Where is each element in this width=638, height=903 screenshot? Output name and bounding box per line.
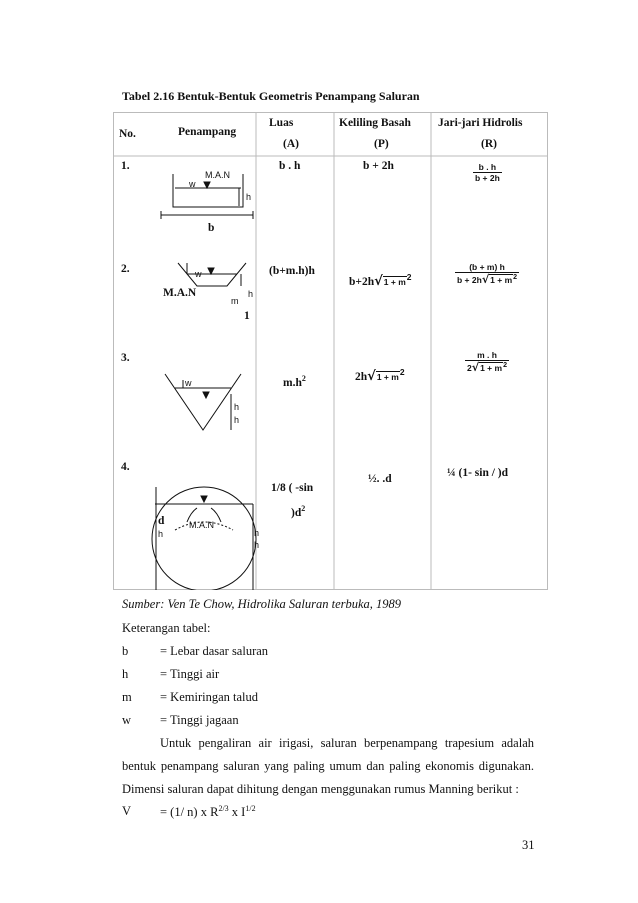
row3-jari-den-rad: 1 + m <box>480 363 503 373</box>
row3-keliling: $2h√1 + m^2$ <box>355 367 405 384</box>
def-desc-m: = Kemiringan talud <box>160 690 258 704</box>
row1-jari-num: b . h <box>473 162 502 173</box>
row3-h1-label: h <box>234 402 240 412</box>
geometry-table <box>113 112 548 590</box>
row2-h-label: h <box>248 289 254 299</box>
row4-no: 4. <box>121 461 130 473</box>
row3-h2-label: h <box>234 415 240 425</box>
row4-luas-exp: 2 <box>301 504 306 513</box>
row4-luas-line1: 1/8 ( -sin <box>271 482 314 494</box>
row3-jari-den: $2√1 + m^2$ <box>467 361 507 374</box>
trapezoid-channel-diagram <box>178 263 246 286</box>
row4-man-label: M.A.N <box>189 520 215 530</box>
row2-jari-den-rad: 1 + m <box>490 275 513 285</box>
row4-h-right2-label: h <box>254 540 260 550</box>
row3-keliling-exp: 2 <box>399 367 405 377</box>
row2-w-label: w <box>195 269 202 279</box>
row3-luas <box>283 374 306 389</box>
row1-luas: b . h <box>279 160 301 172</box>
def-term-m: m <box>122 690 132 704</box>
row3-jari-num: m . h <box>465 350 509 361</box>
row2-luas: (b+m.h)h <box>269 265 315 277</box>
source-note: Sumber: Ven Te Chow, Hidrolika Saluran terbuka, 1989 <box>122 597 402 611</box>
header-penampang: Penampang <box>178 126 237 138</box>
manning-r-exp: 2/3 <box>218 804 229 813</box>
row2-jari-num: (b + m) h <box>455 262 519 273</box>
row2-keliling-rad: 1 + m <box>383 276 406 287</box>
row2-no: 2. <box>121 263 130 275</box>
row4-h-right1-label: h <box>254 528 260 538</box>
row3-keliling-pre: 2h <box>355 370 368 383</box>
row2-keliling-pre: b+2h <box>349 275 375 288</box>
row2-jari-den-exp: 2 <box>513 273 518 282</box>
row4-jari: ¼ (1- sin / )d <box>447 467 509 479</box>
def-term-h: h <box>122 667 129 681</box>
def-desc-h: = Tinggi air <box>160 667 220 681</box>
row3-w-label: w <box>185 378 192 388</box>
row4-d-label: d <box>158 515 165 527</box>
header-no: No. <box>119 128 136 140</box>
row1-man-label: M.A.N <box>205 170 231 180</box>
def-term-w: w <box>122 713 132 727</box>
row2-keliling-exp: 2 <box>406 272 412 282</box>
def-desc-w: = Tinggi jagaan <box>160 713 239 727</box>
row4-h-left-label: h <box>158 529 164 539</box>
row2-jari-den-pre: b + 2h <box>457 275 482 285</box>
row3-jari-fraction <box>465 350 509 374</box>
header-jari: Jari-jari Hidrolis <box>438 117 523 129</box>
row3-luas-exp: 2 <box>301 374 306 383</box>
row4-luas-line2 <box>291 504 305 519</box>
body-paragraph: Untuk pengaliran air irigasi, saluran berpenampang trapesium adalah bentuk penampang saluran yang paling umum dan paling ekonomis digunakan. Dimensi saluran dapat dihitung dengan menggunakan rumus Manning berikut : <box>122 736 534 796</box>
manning-formula-mid: x I <box>228 805 246 820</box>
header-luas: Luas <box>269 117 294 129</box>
row1-b-label: b <box>208 222 215 234</box>
header-keliling: Keliling Basah <box>339 117 411 129</box>
def-desc-b: = Lebar dasar saluran <box>160 644 269 658</box>
row1-jari-den: b + 2h <box>475 173 500 183</box>
row3-no: 3. <box>121 352 130 364</box>
row3-jari-den-pre: 2 <box>467 363 472 373</box>
circular-channel-diagram <box>152 487 256 590</box>
header-luas-symbol: (A) <box>283 138 299 150</box>
manning-formula <box>160 804 256 820</box>
row4-keliling: ½. .d <box>368 473 392 485</box>
rectangle-channel-diagram <box>161 174 253 219</box>
row1-h-label: h <box>246 192 252 202</box>
row3-luas-base: m.h <box>283 376 302 389</box>
row3-jari-den-exp: 2 <box>503 361 507 370</box>
row2-man-label: M.A.N <box>163 287 197 299</box>
page-number: 31 <box>522 838 535 852</box>
manning-formula-pre: = (1/ n) x R <box>160 805 219 820</box>
row1-no: 1. <box>121 160 130 172</box>
def-term-b: b <box>122 644 129 658</box>
row2-m-label: m <box>231 296 239 306</box>
manning-formula-lhs: V <box>122 804 132 818</box>
row1-keliling: b + 2h <box>363 160 394 172</box>
header-jari-symbol: (R) <box>481 138 497 150</box>
row4-luas-line2-base: )d <box>291 506 302 519</box>
manning-i-exp: 1/2 <box>245 804 256 813</box>
row3-keliling-rad: 1 + m <box>376 371 399 382</box>
row1-jari-fraction <box>473 162 502 183</box>
triangle-channel-diagram <box>165 374 241 430</box>
header-keliling-symbol: (P) <box>374 138 389 150</box>
keterangan-title: Keterangan tabel: <box>122 621 211 635</box>
row2-one-label: 1 <box>244 310 250 322</box>
table-caption: Tabel 2.16 Bentuk-Bentuk Geometris Penampang Saluran <box>122 89 420 103</box>
row2-jari-fraction <box>455 262 519 286</box>
row1-w-label: w <box>189 179 196 189</box>
row2-keliling: $b+2h√1 + m^2$ <box>349 272 412 289</box>
row2-jari-den: $b + 2h√1 + m^2$ <box>457 273 518 286</box>
